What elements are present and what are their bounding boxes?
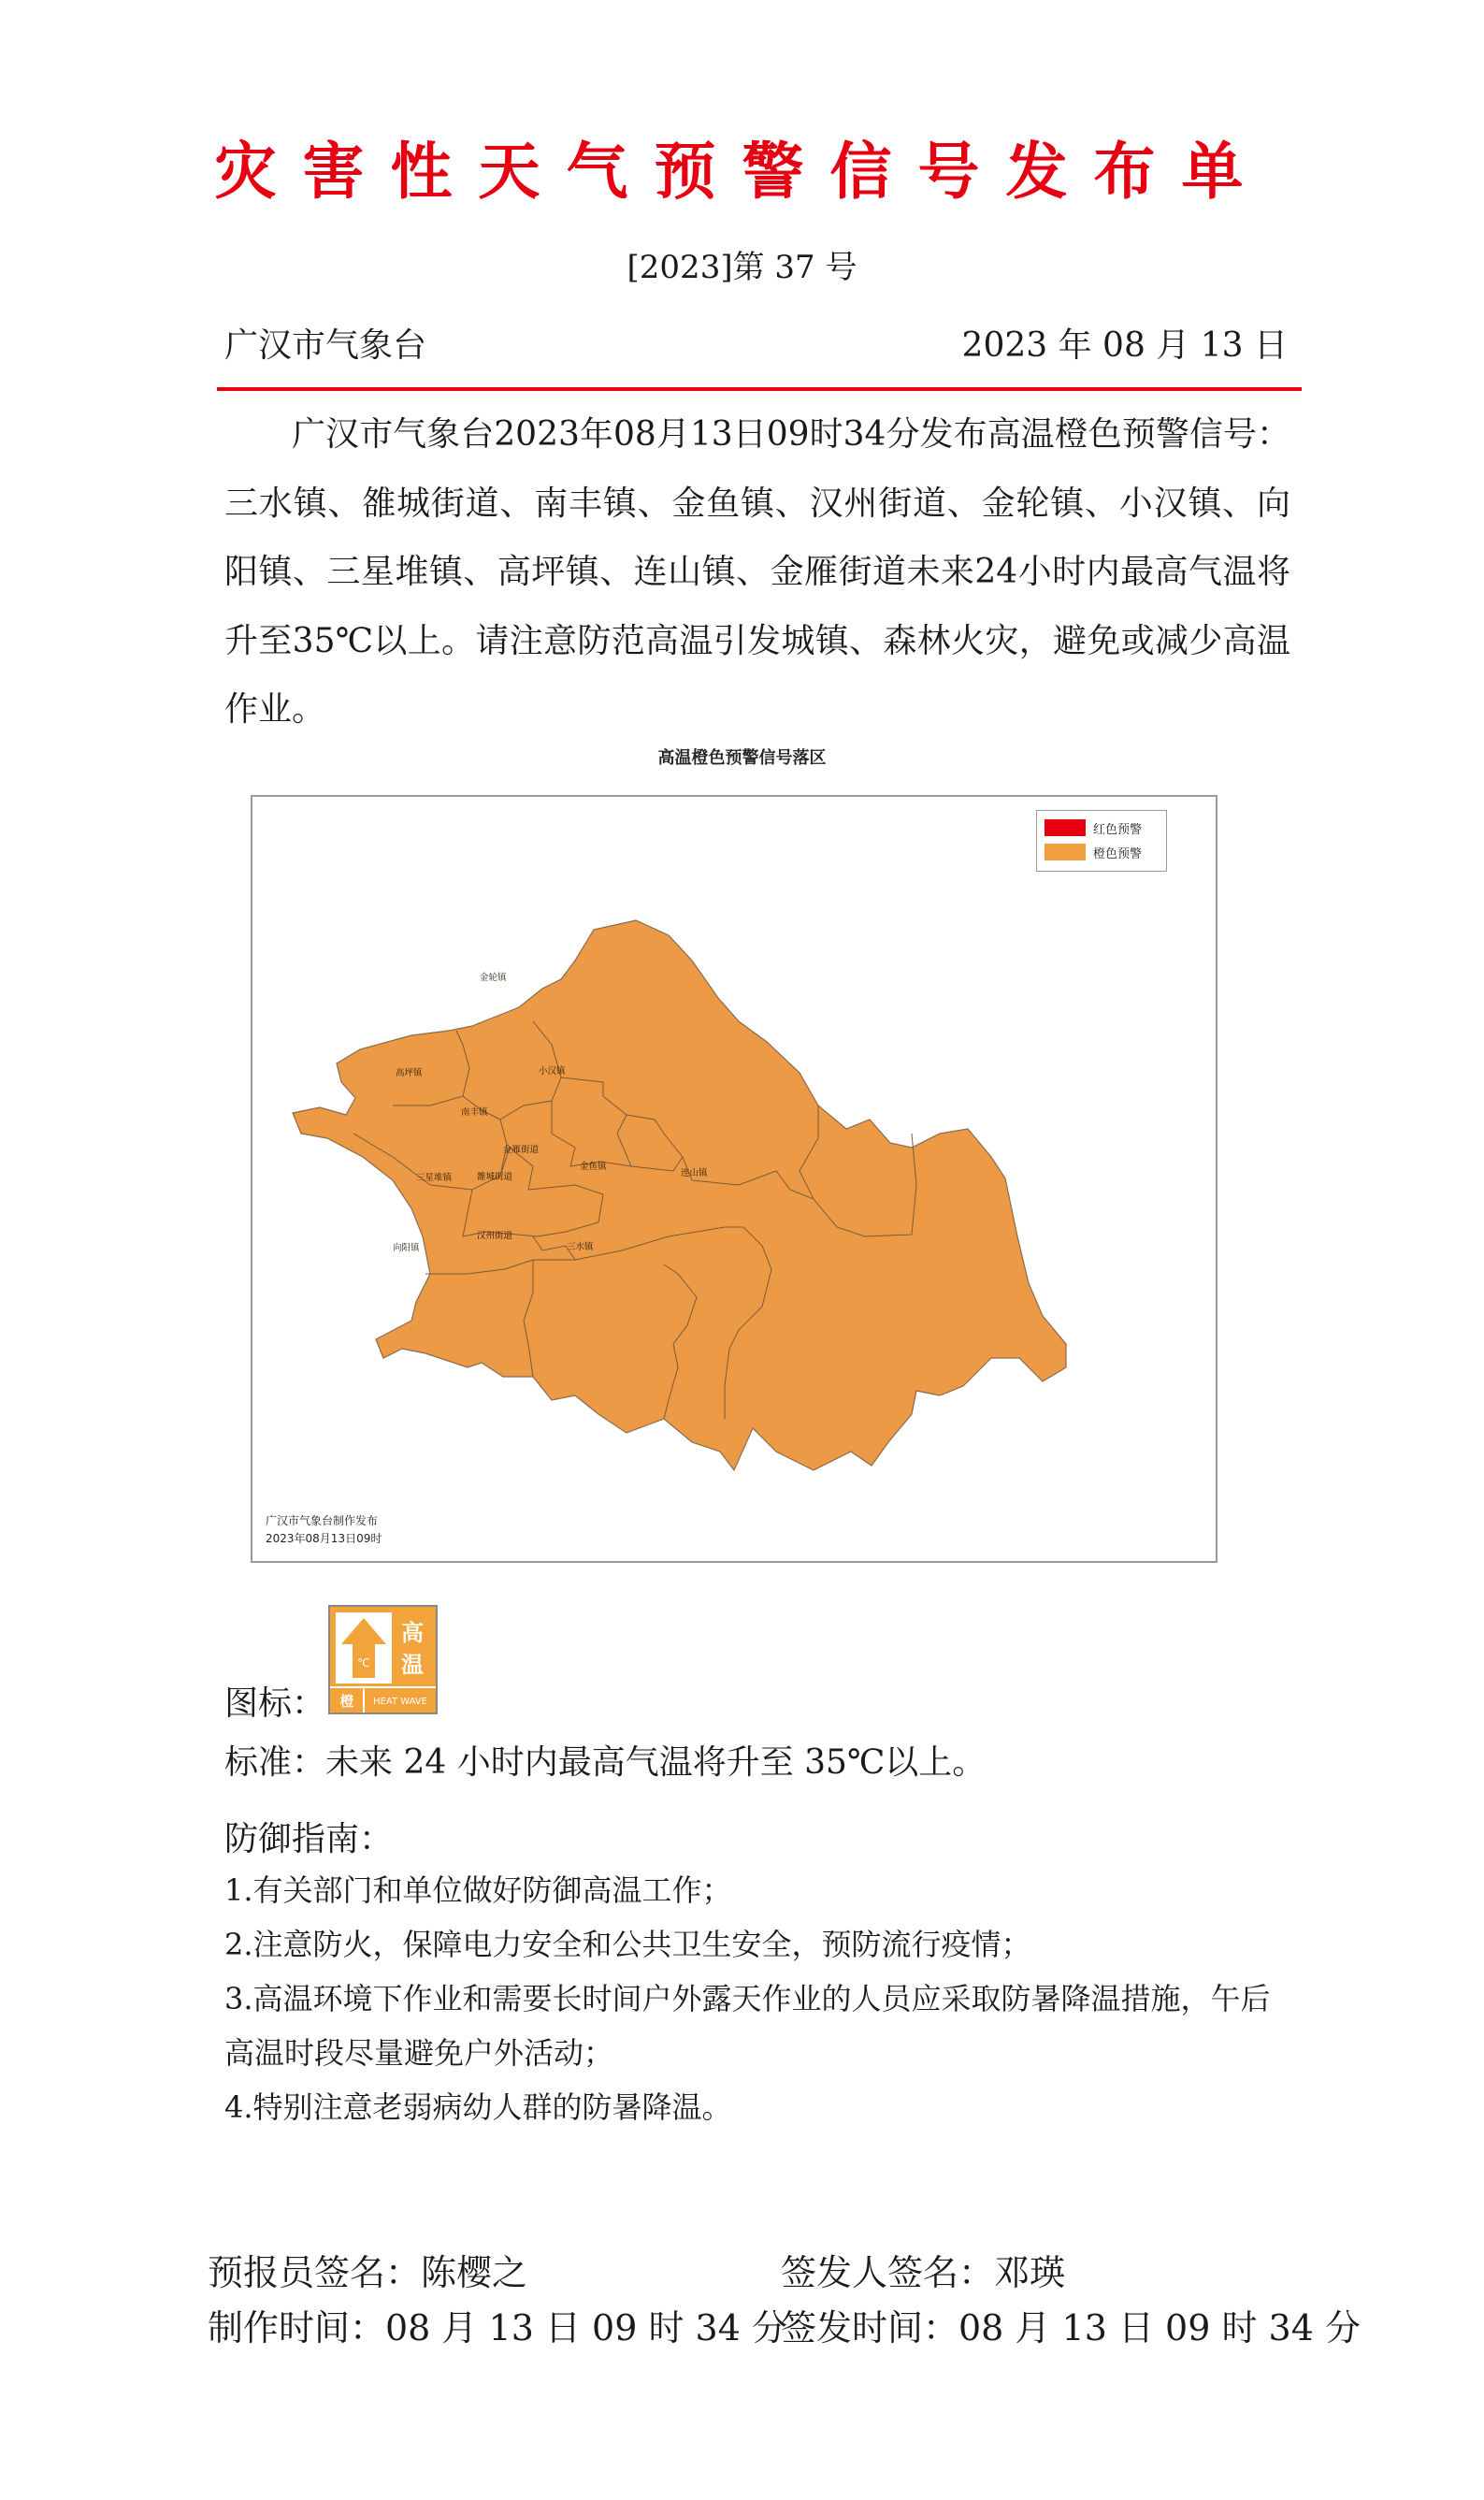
town-label-gaoping: 高坪镇	[396, 1068, 423, 1078]
legend-swatch-orange	[1045, 844, 1086, 860]
guide-heading: 防御指南：	[224, 1820, 394, 1858]
town-label-hanzhou: 汉州街道	[477, 1231, 513, 1241]
town-label-sanxingdui: 三星堆镇	[416, 1173, 453, 1183]
issuer-signature: 签发人签名：邓瑛	[781, 2252, 1066, 2293]
map-credit	[266, 1512, 382, 1548]
map-legend	[1036, 810, 1167, 872]
legend-label-orange: 橙色预警	[1093, 846, 1143, 861]
document-title: 灾害性天气预警信号发布单	[214, 135, 1270, 208]
guide-item: 2.注意防火，保障电力安全和公共卫生安全，预防流行疫情；	[224, 1927, 1031, 1962]
map-title: 高温橙色预警信号落区	[657, 748, 827, 768]
header-divider	[217, 387, 1302, 391]
legend-label-red: 红色预警	[1093, 822, 1143, 837]
town-label-xiaohan: 小汉镇	[539, 1066, 566, 1077]
made-time: 制作时间：08 月 13 日 09 时 34 分	[208, 2307, 787, 2348]
issuer-name: 广汉市气象台	[224, 326, 427, 365]
town-label-lianshan: 连山镇	[681, 1168, 708, 1178]
region-outline	[293, 920, 1066, 1470]
town-label-xiangyang: 向阳镇	[393, 1243, 420, 1253]
guide-item: 3.高温环境下作业和需要长时间户外露天作业的人员应采取防暑降温措施，午后高温时段尽量避免户外活动；	[224, 1981, 1271, 2071]
guide-item: 1.有关部门和单位做好防御高温工作；	[224, 1872, 732, 1908]
guide-item: 4.特别注意老弱病幼人群的防暑降温。	[224, 2089, 732, 2125]
map-canvas	[252, 797, 1216, 1561]
legend-item-orange	[1045, 843, 1142, 861]
town-label-sanshui: 三水镇	[567, 1242, 594, 1252]
legend-item-red	[1045, 818, 1142, 837]
icon-label: 图标：	[224, 1684, 326, 1723]
icon-unit: ℃	[357, 1656, 370, 1669]
issue-date: 2023 年 08 月 13 日	[961, 326, 1288, 365]
town-label-jinyu: 金鱼镇	[580, 1162, 607, 1172]
warning-standard: 标准：未来 24 小时内最高气温将升至 35℃以上。	[224, 1743, 987, 1782]
legend-swatch-red	[1045, 819, 1086, 836]
issue-number: [2023]第 37 号	[627, 249, 857, 286]
warning-body	[224, 400, 1290, 744]
town-label-jinlun: 金轮镇	[480, 973, 507, 983]
heat-wave-orange-icon	[328, 1605, 438, 1714]
icon-english: HEAT WAVE	[373, 1697, 427, 1707]
icon-char-orange: 橙	[339, 1693, 354, 1710]
warning-map	[251, 795, 1217, 1563]
icon-char-high: 高	[401, 1620, 424, 1646]
town-label-nanfeng: 南丰镇	[461, 1107, 488, 1118]
town-label-luocheng: 雒城街道	[477, 1172, 513, 1182]
heat-wave-icon-graphic	[330, 1607, 436, 1712]
warning-body-text: 广汉市气象台2023年08月13日09时34分发布高温橙色预警信号：三水镇、雒城街道、南丰镇、金鱼镇、汉州街道、金轮镇、小汉镇、向阳镇、三星堆镇、高坪镇、连山镇、金雁街道未来24小时内最高气温将升至35℃以上。请注意防范高温引发城镇、森林火灾，避免或减少高温作业。	[224, 415, 1290, 729]
map-credit-line2: 2023年08月13日09时	[266, 1532, 382, 1545]
forecaster-signature: 预报员签名：陈樱之	[208, 2252, 528, 2293]
map-credit-line1: 广汉市气象台制作发布	[266, 1514, 379, 1527]
issue-time: 签发时间：08 月 13 日 09 时 34 分	[781, 2307, 1361, 2348]
icon-char-temp: 温	[401, 1652, 424, 1678]
town-label-jinyan: 金雁街道	[503, 1145, 540, 1155]
